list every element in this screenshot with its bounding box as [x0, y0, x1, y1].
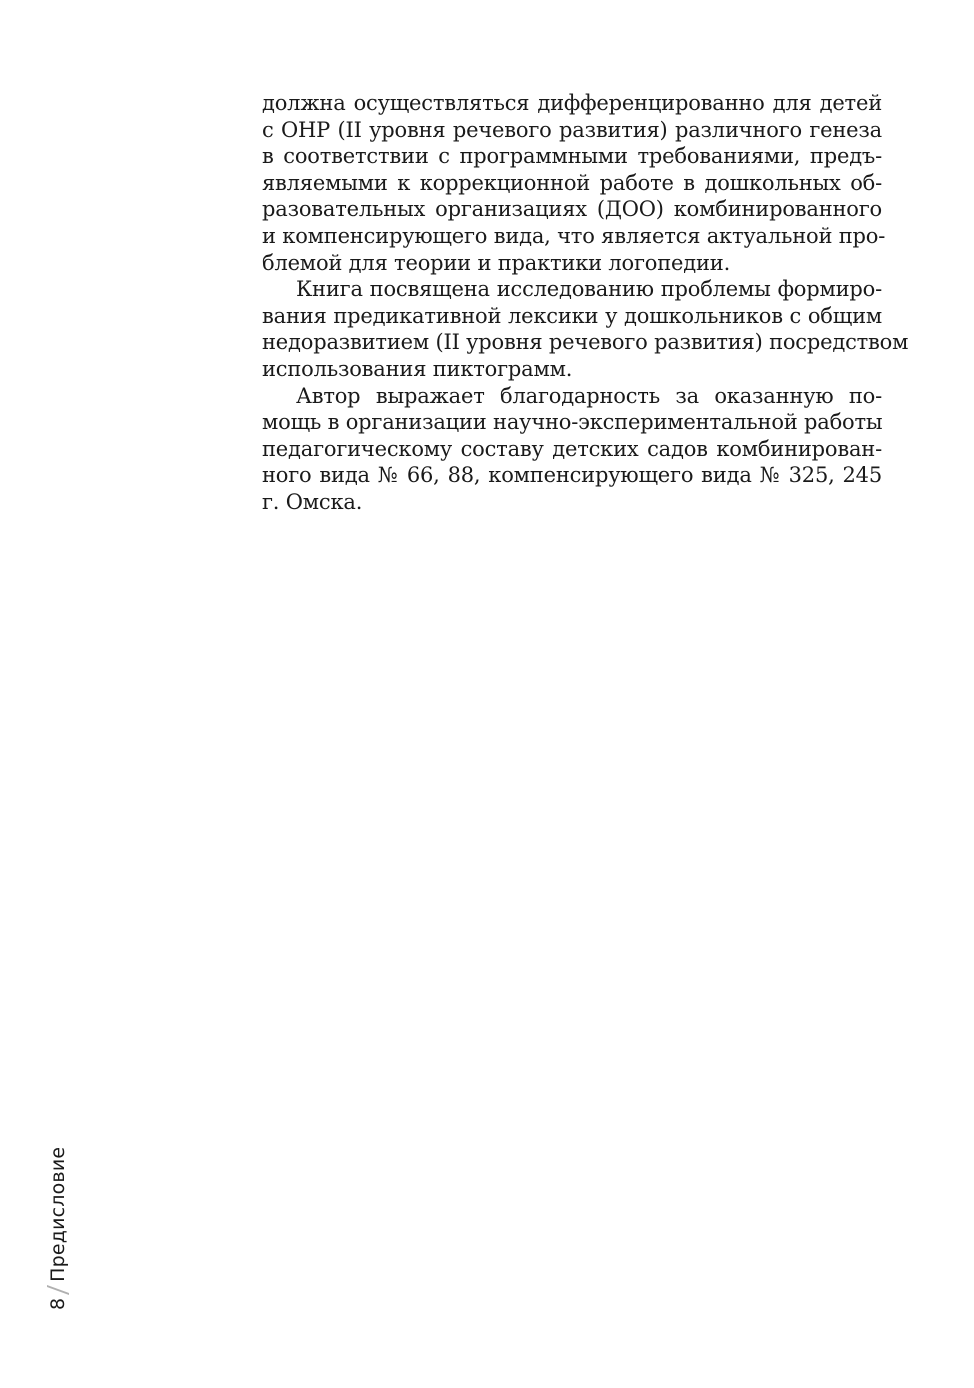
running-head	[38, 1130, 78, 1310]
paragraph-3	[262, 383, 882, 516]
text-line: разовательных организациях (ДОО) комбинированного	[262, 197, 882, 222]
text-line: г. Омска.	[262, 489, 363, 514]
text-line: и компенсирующего вида, что является актуальной про-	[262, 223, 886, 248]
text-line: в соответствии с программными требованиями, предъ-	[262, 144, 882, 169]
text-line: мощь в организации научно-экспериментальной работы	[262, 410, 883, 435]
section-title: Предисловие	[47, 1146, 69, 1282]
text-line: вания предикативной лексики у дошкольников с общим	[262, 303, 882, 328]
text-line: блемой для теории и практики логопедии.	[262, 250, 731, 275]
text-line: Книга посвящена исследованию проблемы формиро-	[296, 277, 882, 302]
paragraph-2	[262, 276, 909, 382]
running-head-rotated	[38, 1130, 78, 1310]
text-line: использования пиктограмм.	[262, 356, 573, 381]
text-line: должна осуществляться дифференцированно для детей	[262, 91, 882, 115]
paragraph-1	[262, 90, 886, 276]
text-line: с ОНР (II уровня речевого развития) различного генеза	[262, 117, 882, 142]
text-line: недоразвитием (II уровня речевого развития) посредством	[262, 330, 909, 355]
text-line: Автор выражает благодарность за оказанную по-	[296, 383, 882, 408]
body-text	[262, 90, 909, 516]
separator-divider	[47, 1285, 69, 1295]
page-number: 8	[47, 1297, 69, 1310]
text-line: педагогическому составу детских садов комбинирован-	[262, 436, 882, 461]
text-line: ного вида № 66, 88, компенсирующего вида № 325, 245	[262, 463, 882, 488]
text-line: являемыми к коррекционной работе в дошкольных об-	[262, 170, 882, 195]
